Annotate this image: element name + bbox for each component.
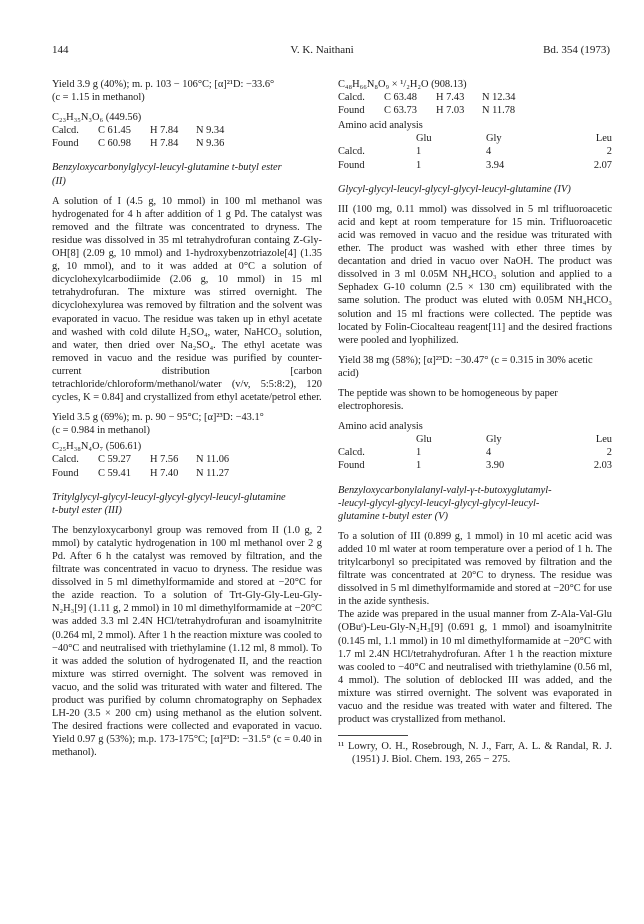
cell: Leu [595, 434, 612, 446]
journal-reference: Bd. 354 (1973) [543, 44, 610, 56]
elemental-calcd-row [338, 91, 612, 104]
cell: N 9.36 [196, 138, 225, 150]
cell: 1 [416, 146, 422, 158]
left-column [52, 78, 322, 760]
cell: 4 [486, 447, 492, 459]
cell: N 11.78 [482, 105, 516, 117]
cell: Glu [416, 434, 432, 446]
cell: H 7.40 [150, 467, 179, 479]
cell: Gly [486, 133, 502, 145]
rotation-line: (c = 1.15 in methanol) [52, 92, 145, 104]
cell: H 7.84 [150, 125, 179, 137]
cell: C 63.48 [384, 92, 417, 104]
molecular-formula: C₄₈H₆₆N₈O₉ × ¹/₂H₂O (908.13) [338, 79, 467, 90]
cell: H 7.84 [150, 138, 179, 150]
yield-line: Yield 3.9 g (40%); m. p. 103 − 106°C; [α]²¹D: −33.6° [52, 79, 275, 90]
cell: Found [52, 467, 79, 479]
cell: Found [338, 159, 365, 171]
amino-acid-table [338, 433, 612, 472]
cell: 4 [486, 146, 492, 158]
molecular-formula: C₂₅H₃₈N₄O₇ (506.61) [52, 441, 142, 453]
cell [338, 433, 416, 446]
cell: N 12.34 [482, 92, 516, 104]
section-title-ii: Benzyloxycarbonylglycyl-leucyl-glutamine t-butyl ester [52, 162, 282, 174]
footnote-11: ¹¹ Lowry, O. H., Rosebrough, N. J., Farr, A. L. & Randal, R. J. (1951) J. Biol. Chem. 193, 265 − 275. [338, 741, 612, 766]
footnote-divider [338, 735, 408, 736]
section-title-v-line3: glutamine t-butyl ester (V) [338, 510, 448, 522]
section-title-v: Benzyloxycarbonylalanyl-valyl-γ-t-butoxyglutamyl- [338, 484, 552, 496]
cell: 3.90 [486, 460, 505, 472]
section-title-ii-label: (II) [52, 175, 66, 187]
cell: Calcd. [52, 125, 79, 137]
cell: C 63.73 [384, 105, 417, 117]
elemental-found-row [52, 137, 322, 150]
cell: H 7.03 [436, 105, 465, 117]
cell: 3.94 [486, 159, 505, 171]
cell: N 9.34 [196, 125, 225, 137]
rotation-line: (c = 0.984 in methanol) [52, 425, 150, 437]
cell: N 11.27 [196, 467, 230, 479]
cell: Leu [595, 133, 612, 145]
right-column [338, 78, 612, 766]
procedure-v-part2: The azide was prepared in the usual manner from Z-Ala-Val-Glu (OBuᵗ)-Leu-Gly-N₂H₃[9] (0.691 g, 1 mmol) and isoamylnitrite (0.145 ml, 1.1 mmol) in 10 ml dimethylformamide at −20°C with 1.7 ml 2.4N HCl/tetrahydrofuran. After 1 h the reaction mixture was cooled to −40°C and neutralised with triethylamine (0.56 ml, 4 mmol). The solution of deblocked III was added, and the mixture was stirred overnight. The solvent was evaporated in vacuo and the residue was treated with water and filtered. The product was crystallized from methanol. [338, 609, 612, 726]
cell: Found [338, 105, 365, 117]
amino-acid-title: Amino acid analysis [338, 421, 423, 433]
cell: C 61.45 [98, 125, 131, 137]
cell: 1 [416, 460, 422, 472]
cell: 1 [416, 447, 422, 459]
cell: Found [52, 138, 79, 150]
cell: 1 [416, 159, 422, 171]
amino-acid-table [338, 132, 612, 171]
cell: Gly [486, 434, 502, 446]
cell: Calcd. [338, 447, 365, 459]
cell: Calcd. [338, 146, 365, 158]
cell: Calcd. [338, 92, 365, 104]
cell: H 7.56 [150, 454, 179, 466]
yield-line: Yield 3.5 g (69%); m. p. 90 − 95°C; [α]²³D: −43.1° [52, 412, 264, 424]
procedure-iii: The benzyloxycarbonyl group was removed from II (1.0 g, 2 mmol) by catalytic hydrogenation in 100 ml methanol over 2 g Pd. After 6 h the catalyst was removed by filtration, and the filtrate was concentrated in vacuo to dryness. The residue was dissolved in 5 ml dimethylformamide and stored at −20°C for the azide reaction. To a solution of Trt-Gly-Gly-Leu-Gly-N₂H₃[9] (1.11 g, 2 mmol) in 10 ml dimethylformamide at −20°C was added 3.3 ml 2.4N HCl/tetrahydrofuran and isoamylnitrite (0.264 ml, 2 mmol). After 1 h the reaction mixture was cooled to −40°C and neutralised with triethylamine (1.12 ml, 8 mmol). To it was added the solution of hydrogenated II, and the reaction mixture was stirred overnight. The solvent was removed in vacuo, and the solid was triturated with water and filtered. The product was purified by column chromatography on Sephadex LH-20 (3.5 × 200 cm) using methanol as the elution solvent. The desired fractions were collected and evaporated in vacuo. Yield 0.97 g (53%); m.p. 173-175°C; [α]²³D: −31.5° (c = 0.40 in methanol). [52, 524, 322, 759]
cell: C 59.27 [98, 454, 131, 466]
elemental-found-row [52, 467, 322, 480]
cell: 2.03 [593, 460, 612, 472]
procedure-ii: A solution of I (4.5 g, 10 mmol) in 100 ml methanol was hydrogenated for 4 h after addition of 1 g Pd. The catalyst was removed and the filtrate was concentrated to dryness. The residue was dissolved in 35 ml tetrahydrofuran containg Z-Gly-OH[8] (2.09 g, 10 mmol) and 1-hydroxybenzotriazole[4] (1.35 g, 10 mmol), and to it was added at 0°C a solution of dicyclohexylcarbodiimide (2.06 g, 10 mmol) in 15 ml tetrahydrofuran. The mixture was stirred overnight. The dicyclohexylurea was removed by filtration and the solvent was evaporated in vacuo. The residue was taken up in ethyl acetate and washed with cold dilute H₂SO₄, water, NaHCO₃ solution, and water, then dried over Na₂SO₄. The ethyl acetate was removed in vacuo and the residue was purified by counter-current distribution [carbon tetrachloride/chloroform/methanol/water (v/v, 5:5:8:2), 120 cycles, K = 0.84] and crystallized from ethyl acetate/petrol ether. [52, 195, 322, 404]
section-title-v-line2: -leucyl-glycyl-glycyl-leucyl-glycyl-glycyl-leucyl- [338, 497, 540, 509]
cell: N 11.06 [196, 454, 230, 466]
cell: 2 [606, 146, 612, 158]
cell: 2 [606, 447, 612, 459]
elemental-calcd-row [52, 124, 322, 137]
cell: C 60.98 [98, 138, 131, 150]
cell: C 59.41 [98, 467, 131, 479]
cell: 2.07 [593, 159, 612, 171]
cell [338, 132, 416, 145]
cell: Calcd. [52, 454, 79, 466]
section-title-iii: Tritylglycyl-glycyl-leucyl-glycyl-glycyl-leucyl-glutamine [52, 491, 286, 503]
elemental-found-row [338, 104, 612, 117]
elemental-calcd-row [52, 453, 322, 466]
procedure-iv: III (100 mg, 0.11 mmol) was dissolved in 5 ml trifluoroacetic acid and kept at room temperature for 15 min. Trifluoroacetic acid was removed in vacuo and the residue was triturated with ether. The product was washed with ether three times by decantation and dried in vacuo over NaOH. The product was dissolved in 3 ml 0.05M NH₄HCO₃ solution and applied to a Sephadex G-10 column (2.5 × 130 cm) equilibrated with the same solution. The product was eluted with 0.05M NH₄HCO₃ solution and 15 ml fractions were collected. The peptide was located by Folin-Ciocalteau reagent[11] and the desired fractions were pooled and lyophilized. [338, 203, 612, 346]
amino-acid-title: Amino acid analysis [338, 120, 423, 132]
cell: Found [338, 460, 365, 472]
homogeneity-note: The peptide was shown to be homogeneous by paper electrophoresis. [338, 387, 558, 413]
running-author: V. K. Naithani [290, 44, 354, 56]
procedure-v-part1: To a solution of III (0.899 g, 1 mmol) in 10 ml acetic acid was added 10 ml water at room temperature over a period of 1 h. The tritylcarbonyl so precipitated was removed by filtration and the filtrate was concentrated at 20°C to dryness. The residue was dissolved in 5 ml dimethylformamide and stored at −20°C for use in the azide synthesis. [338, 530, 612, 608]
cell: H 7.43 [436, 92, 465, 104]
section-title-iii-label: t-butyl ester (III) [52, 504, 122, 516]
section-title-iv: Glycyl-glycyl-leucyl-glycyl-glycyl-leucyl-glutamine (IV) [338, 183, 571, 195]
yield-line: Yield 38 mg (58%); [α]²³D: −30.47° (c = 0.315 in 30% acetic acid) [338, 354, 593, 379]
molecular-formula: C₂₃H₃₅N₃O₆ (449.56) [52, 112, 142, 124]
cell: Glu [416, 133, 432, 145]
page-number: 144 [52, 44, 69, 56]
